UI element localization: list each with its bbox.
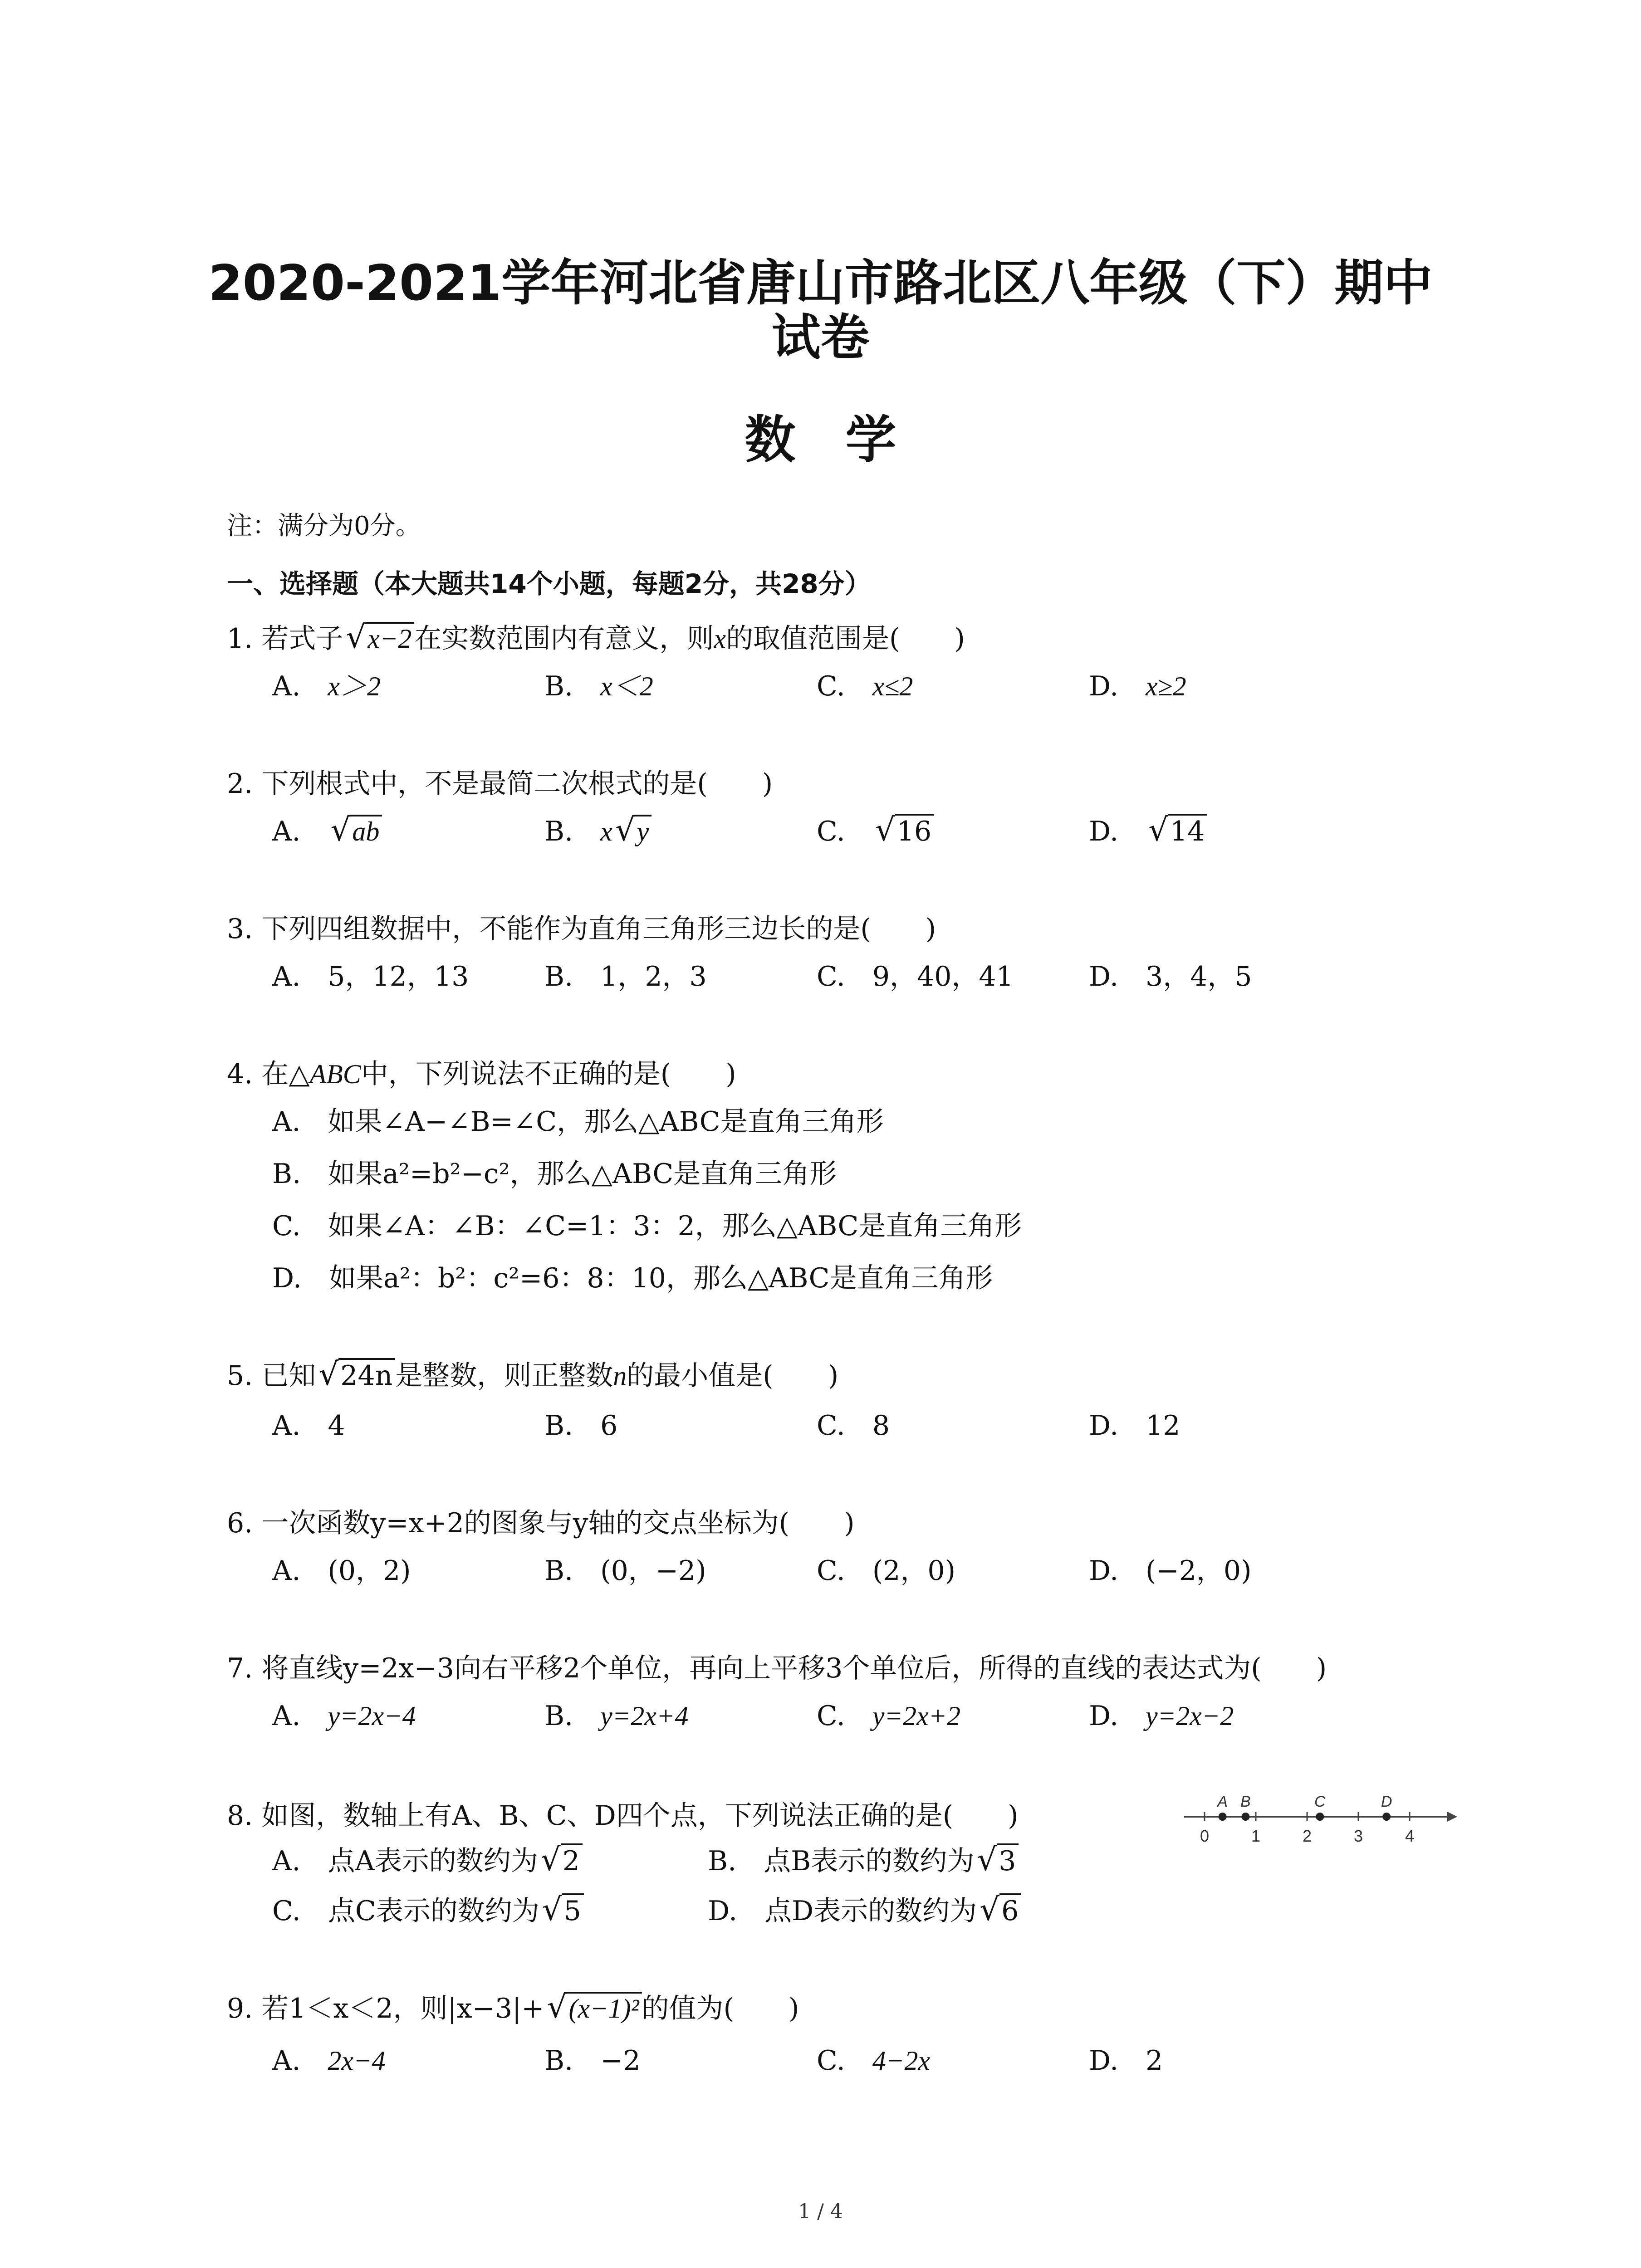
question-text: 一次函数y=x+2的图象与y轴的交点坐标为( ) bbox=[261, 1507, 855, 1539]
option-a[interactable]: A. (0，2) bbox=[272, 1555, 411, 1587]
question-text: 的最小值是( ) bbox=[627, 1360, 839, 1392]
question-7 bbox=[227, 1647, 1327, 1686]
point-label: A bbox=[1217, 1793, 1228, 1810]
question-1 bbox=[227, 617, 965, 656]
option-d[interactable]: D. 点D表示的数约为√6 bbox=[708, 1889, 1021, 1928]
question-text: 若式子 bbox=[261, 623, 343, 655]
option-b[interactable]: B. y=2x+4 bbox=[544, 1700, 689, 1732]
number-line-figure bbox=[1180, 1783, 1461, 1855]
question-text: 若1＜x＜2，则|x−3|+ bbox=[261, 1993, 544, 2024]
point-c bbox=[1316, 1813, 1324, 1821]
question-number: 6. bbox=[227, 1507, 253, 1539]
question-text: 将直线y=2x−3向右平移2个单位，再向上平移3个单位后，所得的直线的表达式为( ) bbox=[261, 1652, 1327, 1684]
point-d bbox=[1382, 1813, 1391, 1821]
question-2 bbox=[227, 762, 773, 801]
option-a[interactable]: A. 点A表示的数约为√2 bbox=[272, 1839, 583, 1878]
option-a[interactable]: A. √ab bbox=[272, 810, 382, 849]
tick-label: 2 bbox=[1302, 1827, 1312, 1845]
question-number: 5. bbox=[227, 1360, 253, 1392]
option-d[interactable]: D. 2 bbox=[1089, 2045, 1163, 2077]
point-label: D bbox=[1381, 1793, 1392, 1810]
option-c[interactable]: C. 4−2x bbox=[817, 2045, 930, 2077]
section-heading: 一、选择题（本大题共14个小题，每题2分，共28分） bbox=[227, 568, 871, 599]
variable: ABC bbox=[309, 1059, 361, 1089]
option-d[interactable]: D. 12 bbox=[1089, 1410, 1181, 1442]
point-a bbox=[1219, 1813, 1227, 1821]
question-number: 4. bbox=[227, 1058, 253, 1090]
subject-title: 数学 bbox=[745, 411, 946, 469]
page-title-line1: 2020-2021学年河北省唐山市路北区八年级（下）期中 bbox=[208, 255, 1433, 312]
question-3 bbox=[227, 907, 936, 946]
option-c[interactable]: C. √16 bbox=[817, 810, 934, 849]
option-a[interactable]: A. 4 bbox=[272, 1410, 345, 1442]
question-text: 如图，数轴上有A、B、C、D四个点，下列说法正确的是( ) bbox=[261, 1800, 1019, 1832]
option-c[interactable]: C. 8 bbox=[817, 1410, 890, 1442]
option-d[interactable]: D. (−2，0) bbox=[1089, 1555, 1252, 1587]
option-a[interactable]: A. y=2x−4 bbox=[272, 1700, 416, 1732]
option-d[interactable]: D. x≥2 bbox=[1089, 670, 1186, 702]
option-b[interactable]: B. 点B表示的数约为√3 bbox=[708, 1839, 1019, 1878]
option-a[interactable]: A. 2x−4 bbox=[272, 2045, 386, 2077]
tick-label: 3 bbox=[1353, 1827, 1363, 1845]
option-b[interactable]: B. (0，−2) bbox=[544, 1555, 706, 1587]
option-a[interactable]: A. 如果∠A−∠B=∠C，那么△ABC是直角三角形 bbox=[272, 1106, 884, 1138]
question-text: 在△ bbox=[261, 1058, 310, 1090]
question-number: 1. bbox=[227, 623, 253, 655]
question-4 bbox=[227, 1052, 736, 1091]
note: 注：满分为0分。 bbox=[227, 511, 421, 541]
option-c[interactable]: C. x≤2 bbox=[817, 670, 913, 702]
option-c[interactable]: C. 点C表示的数约为√5 bbox=[272, 1889, 584, 1928]
option-b[interactable]: B. −2 bbox=[544, 2045, 641, 2077]
option-d[interactable]: D. y=2x−2 bbox=[1089, 1700, 1234, 1732]
question-text: 是整数，则正整数 bbox=[395, 1360, 613, 1392]
tick-label: 0 bbox=[1200, 1827, 1210, 1845]
question-number: 7. bbox=[227, 1652, 253, 1684]
point-b bbox=[1241, 1813, 1249, 1821]
option-b[interactable]: B. 6 bbox=[544, 1410, 618, 1442]
option-d[interactable]: D. 如果a²：b²：c²=6：8：10，那么△ABC是直角三角形 bbox=[272, 1262, 993, 1294]
point-label: B bbox=[1240, 1793, 1251, 1810]
page-title-line2: 试卷 bbox=[771, 309, 870, 366]
option-b[interactable]: B. x√y bbox=[544, 810, 652, 849]
option-c[interactable]: C. 如果∠A：∠B：∠C=1：3：2，那么△ABC是直角三角形 bbox=[272, 1210, 1022, 1242]
option-d[interactable]: D. 3，4，5 bbox=[1089, 961, 1252, 992]
question-6 bbox=[227, 1501, 855, 1540]
option-c[interactable]: C. y=2x+2 bbox=[817, 1700, 961, 1732]
question-text: 已知 bbox=[261, 1360, 316, 1392]
option-a[interactable]: A. 5，12，13 bbox=[272, 961, 469, 992]
radical: √x−2 bbox=[343, 619, 414, 655]
tick-label: 4 bbox=[1405, 1827, 1415, 1845]
question-text: 在实数范围内有意义，则 bbox=[414, 623, 714, 655]
question-number: 3. bbox=[227, 913, 253, 945]
question-5 bbox=[227, 1354, 838, 1393]
question-text: 下列根式中，不是最简二次根式的是( ) bbox=[261, 768, 773, 800]
option-a[interactable]: A. x＞2 bbox=[272, 670, 381, 702]
radical: √24n bbox=[316, 1356, 395, 1393]
question-text: 下列四组数据中，不能作为直角三角形三边长的是( ) bbox=[261, 913, 936, 945]
variable: x bbox=[714, 624, 726, 654]
option-c[interactable]: C. 9，40，41 bbox=[817, 961, 1014, 992]
question-8 bbox=[227, 1794, 1019, 1833]
option-c[interactable]: C. (2，0) bbox=[817, 1555, 956, 1587]
radical: √(x−1)² bbox=[544, 1989, 642, 2025]
variable: n bbox=[613, 1361, 627, 1391]
question-text: 中，下列说法不正确的是( ) bbox=[361, 1058, 736, 1090]
question-text: 的值为( ) bbox=[642, 1993, 799, 2024]
option-d[interactable]: D. √14 bbox=[1089, 810, 1207, 849]
question-number: 2. bbox=[227, 768, 253, 800]
question-number: 8. bbox=[227, 1800, 253, 1832]
question-text: 的取值范围是( ) bbox=[726, 623, 965, 655]
point-label: C bbox=[1314, 1793, 1326, 1810]
axis-arrow bbox=[1447, 1812, 1457, 1822]
tick-label: 1 bbox=[1251, 1827, 1261, 1845]
option-b[interactable]: B. 1，2，3 bbox=[544, 961, 707, 992]
question-number: 9. bbox=[227, 1993, 253, 2024]
page-number: 1 / 4 bbox=[798, 2200, 843, 2223]
question-9 bbox=[227, 1987, 799, 2026]
option-b[interactable]: B. 如果a²=b²−c²，那么△ABC是直角三角形 bbox=[272, 1158, 837, 1190]
option-b[interactable]: B. x＜2 bbox=[544, 670, 653, 702]
